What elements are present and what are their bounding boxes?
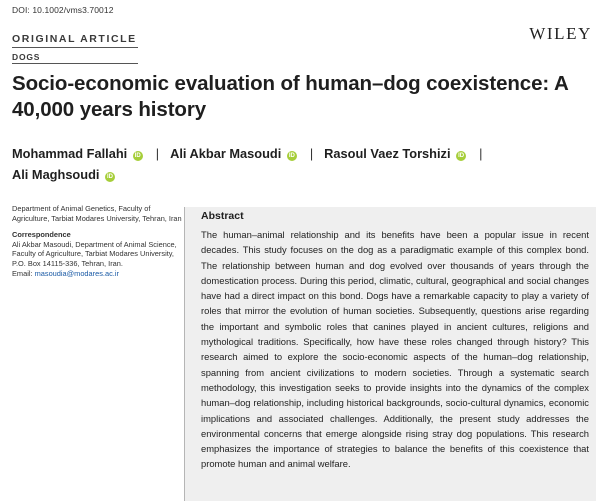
email-link[interactable]: masoudia@modares.ac.ir xyxy=(34,268,119,278)
article-type-label: ORIGINAL ARTICLE xyxy=(12,33,137,45)
author-entry xyxy=(12,167,115,182)
publisher-logo[interactable]: WILEY xyxy=(529,24,592,43)
correspondence-heading: Correspondence xyxy=(12,230,71,240)
abstract-box xyxy=(184,207,596,501)
affiliation: Department of Animal Genetics, Faculty of Agriculture, Tarbiat Modares University, Tehran, Iran xyxy=(12,204,182,223)
header-rule-lower xyxy=(12,63,138,64)
header-rule xyxy=(12,47,138,48)
author-separator: | xyxy=(155,146,160,161)
author-entry xyxy=(324,146,466,161)
article-title: Socio-economic evaluation of human–dog coexistence: A 40,000 years history xyxy=(12,72,568,121)
author-entry xyxy=(170,146,297,161)
author-list xyxy=(12,143,597,185)
orcid-icon[interactable]: ID xyxy=(134,153,141,159)
author-entry xyxy=(12,146,143,161)
abstract-text: The human–animal relationship and its benefits have been a popular issue in recent decades. This study focuses on the dog as a paradigmatic example of this complex bond. The relationship between human and dog evolved over thousands of years through the domestication process. During this period, climatic, cultural, geographical and social changes have had a direct impact on this bond. Dogs have a remarkable capacity to play a variety of roles that mirror the evolution of human societies. Subsequently, questions arise regarding the important and symbolic roles that canines played in ancient cultures, religions and mythological traditions. Specifically, how have these roles changed through history? This research aimed to explore the socio-economic aspects of the human–dog relationship, spanning from ancient civilizations to modern societies. Through a systematic search methodology, this investigation seeks to provide insights into the dynamics of the complex human–dog relationship, including historical backgrounds, socio-cultural dynamics, economic implications and associated challenges. Additionally, the present study addresses the environmental concerns that emerge alongside rising stray dog populations. This research emphasizes the importance of strategies to balance the benefits of this coexistence that promote human and animal welfare. xyxy=(201,229,589,470)
orcid-icon[interactable]: ID xyxy=(288,153,295,159)
correspondence-text: Ali Akbar Masoudi, Department of Animal Science, Faculty of Agriculture, Tarbiat Modares University, P.O. Box 14115-336, Tehran, Iran. xyxy=(12,239,177,268)
abstract-heading: Abstract xyxy=(201,210,244,222)
affiliation-column xyxy=(12,204,184,278)
orcid-icon[interactable]: ID xyxy=(107,174,114,180)
email-label: Email: xyxy=(12,268,33,278)
author-name[interactable]: Ali Maghsoudi xyxy=(12,167,100,182)
author-separator: | xyxy=(479,146,483,161)
doi[interactable]: DOI: 10.1002/vms3.70012 xyxy=(12,5,114,15)
author-name[interactable]: Ali Akbar Masoudi xyxy=(170,146,282,161)
author-separator: | xyxy=(309,146,314,161)
author-name[interactable]: Mohammad Fallahi xyxy=(12,146,128,161)
author-name[interactable]: Rasoul Vaez Torshizi xyxy=(324,146,451,161)
subject-label: DOGS xyxy=(12,52,41,62)
orcid-icon[interactable]: ID xyxy=(458,153,465,159)
correspondence-email xyxy=(12,269,184,279)
